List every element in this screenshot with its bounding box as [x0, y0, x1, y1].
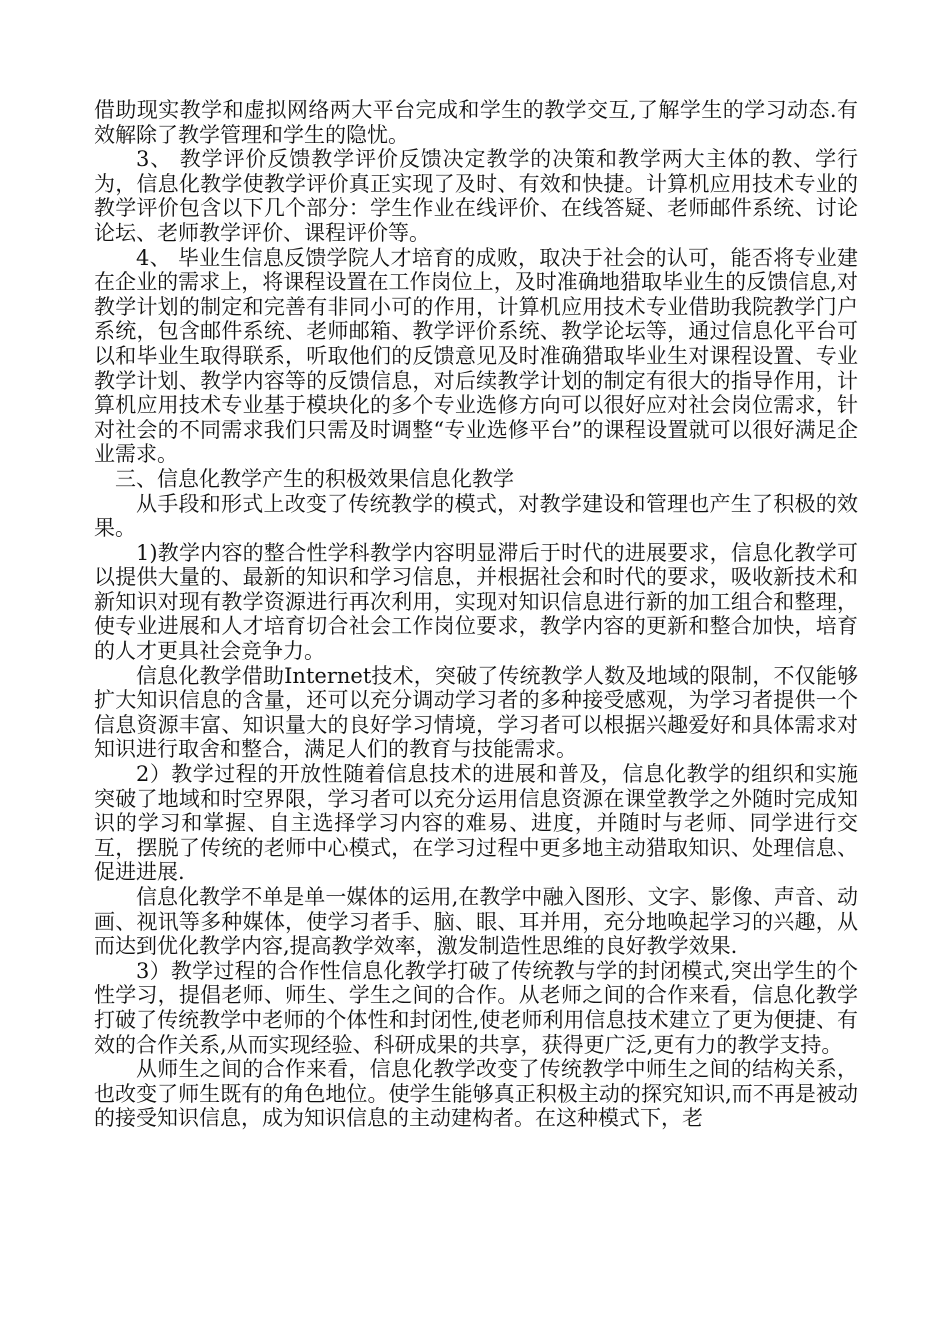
- paragraph-teacher-student-cooperation: 从师生之间的合作来看，信息化教学改变了传统教学中师生之间的结构关系，也改变了师生既有的角色地位。使学生能够真正积极主动的探究知识,而不再是被动的接受知识信息，成为知识信息的主动建构者。在这种模式下，老: [94, 1057, 858, 1131]
- document-body: [94, 98, 858, 1131]
- paragraph-teaching-evaluation: 3、 教学评价反馈教学评价反馈决定教学的决策和教学两大主体的教、学行为，信息化教学使教学评价真正实现了及时、有效和快捷。计算机应用技术专业的教学评价包含以下几个部分：学生作业在线评价、在线答疑、老师邮件系统、讨论论坛、老师教学评价、课程评价等。: [94, 147, 858, 245]
- paragraph-process-openness: 2）教学过程的开放性随着信息技术的进展和普及，信息化教学的组织和实施突破了地域和时空界限，学习者可以充分运用信息资源在课堂教学之外随时完成知识的学习和掌握、自主选择学习内容的难易、进度，并随时与老师、同学进行交互，摆脱了传统的老师中心模式，在学习过程中更多地主动猎取知识、处理信息、促进进展.: [94, 762, 858, 885]
- paragraph-process-cooperation: 3）教学过程的合作性信息化教学打破了传统教与学的封闭模式,突出学生的个性学习，提倡老师、师生、学生之间的合作。从老师之间的合作来看，信息化教学打破了传统教学中老师的个体性和封闭性,使老师利用信息技术建立了更为便捷、有效的合作关系,从而实现经验、科研成果的共享，获得更广泛,更有力的教学支持。: [94, 958, 858, 1057]
- paragraph-effects-intro: 从手段和形式上改变了传统教学的模式，对教学建设和管理也产生了积极的效果。: [94, 491, 858, 541]
- paragraph-internet-technology: 信息化教学借助Internet技术，突破了传统教学人数及地域的限制，不仅能够扩大知识信息的含量，还可以充分调动学习者的多种接受感观，为学习者提供一个信息资源丰富、知识量大的良好学习情境，学习者可以根据兴趣爱好和具体需求对知识进行取舍和整合，满足人们的教育与技能需求。: [94, 663, 858, 762]
- paragraph-content-integration: 1)教学内容的整合性学科教学内容明显滞后于时代的进展要求，信息化教学可以提供大量的、最新的知识和学习信息，并根据社会和时代的要求，吸收新技术和新知识对现有教学资源进行再次利用，实现对知识信息进行新的加工组合和整理，使专业进展和人才培育切合社会工作岗位要求，教学内容的更新和整合加快，培育的人才更具社会竞争力。: [94, 540, 858, 664]
- section-heading-positive-effects: 三、信息化教学产生的积极效果信息化教学: [115, 466, 514, 491]
- paragraph-graduate-feedback: 4、 毕业生信息反馈学院人才培育的成败，取决于社会的认可，能否将专业建在企业的需求上，将课程设置在工作岗位上，及时准确地猎取毕业生的反馈信息,对教学计划的制定和完善有非同小可的作用，计算机应用技术专业借助我院教学门户系统，包含邮件系统、老师邮箱、教学评价系统、教学论坛等，通过信息化平台可以和毕业生取得联系，听取他们的反馈意见及时准确猎取毕业生对课程设置、专业教学计划、教学内容等的反馈信息，对后续教学计划的制定有很大的指导作用，计算机应用技术专业基于模块化的多个专业选修方向可以很好应对社会岗位需求，针对社会的不同需求我们只需及时调整“专业选修平台”的课程设置就可以很好满足企业需求。: [94, 245, 858, 467]
- paragraph-continuation: 借助现实教学和虚拟网络两大平台完成和学生的教学交互,了解学生的学习动态.有效解除了教学管理和学生的隐忧。: [94, 98, 858, 147]
- paragraph-multimedia: 信息化教学不单是单一媒体的运用,在教学中融入图形、文字、影像、声音、动画、视讯等多种媒体，使学习者手、脑、眼、耳并用，充分地唤起学习的兴趣，从而达到优化教学内容,提高教学效率，激发制造性思维的良好教学效果.: [94, 885, 858, 959]
